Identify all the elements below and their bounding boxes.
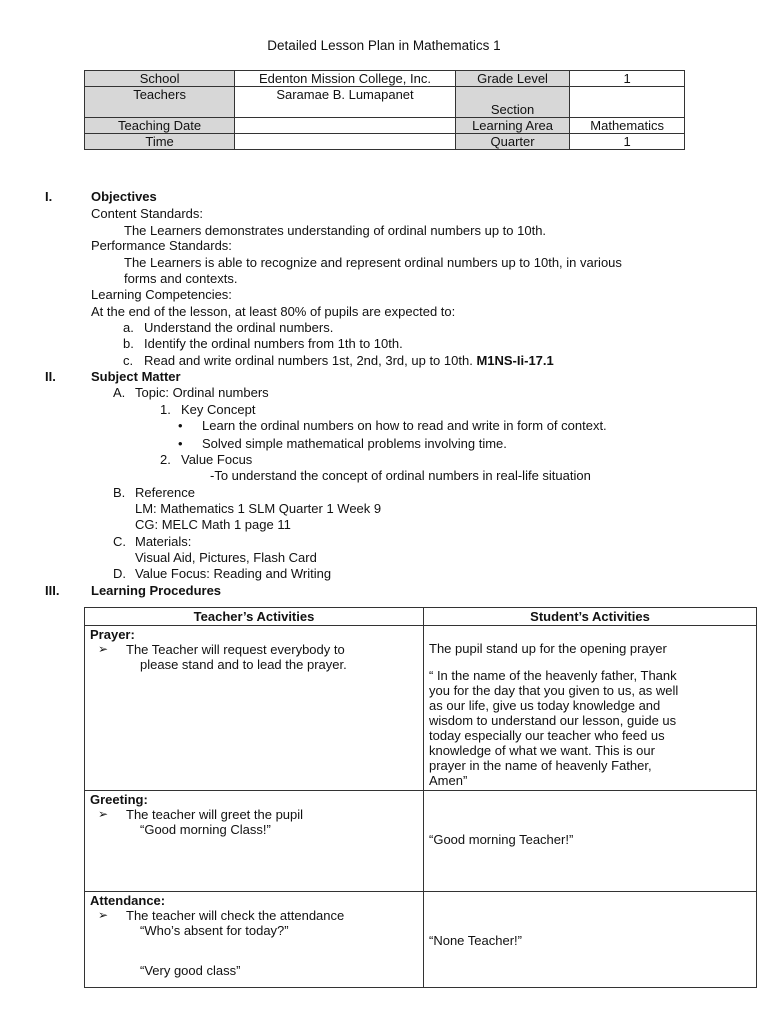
bullet-dot: •	[178, 418, 183, 433]
time-label: Time	[85, 134, 235, 150]
prayer-line: wisdom to understand our lesson, guide us	[429, 713, 677, 728]
content-standards-label: Content Standards:	[91, 206, 204, 221]
value-focus-main: Value Focus: Reading and Writing	[135, 566, 332, 581]
arrow-bullet-icon: ➢	[98, 908, 109, 922]
reference-lm: LM: Mathematics 1 SLM Quarter 1 Week 9	[135, 501, 382, 516]
attendance-student-cell	[424, 892, 757, 988]
teacher-activity-text: please stand and to lead the prayer.	[140, 657, 347, 672]
key-concept-bullet: Learn the ordinal numbers on how to read and write in form of context.	[202, 418, 607, 433]
greeting-teacher-cell	[85, 791, 424, 892]
objective-item-letter: a.	[123, 320, 134, 335]
prayer-line: “ In the name of the heavenly father, Thank	[429, 668, 677, 683]
document-title: Detailed Lesson Plan in Mathematics 1	[267, 38, 501, 53]
prayer-line: as our life, give us today knowledge and	[429, 698, 661, 713]
learning-competencies-label: Learning Competencies:	[91, 287, 232, 302]
section-value	[570, 87, 685, 118]
arrow-bullet-icon: ➢	[98, 807, 109, 821]
reference-cg: CG: MELC Math 1 page 11	[135, 517, 291, 532]
key-concept-number: 1.	[160, 402, 171, 417]
student-activity-text: “Good morning Teacher!”	[429, 832, 574, 847]
table-row	[85, 791, 757, 892]
objectives-number: I.	[45, 189, 53, 204]
key-concept-bullet: Solved simple mathematical problems involving time.	[202, 436, 507, 451]
quarter-label: Quarter	[455, 134, 569, 150]
reference-label: Reference	[135, 485, 195, 500]
teacher-activity-text: The Teacher will request everybody to	[126, 642, 345, 657]
subject-number: II.	[45, 369, 56, 384]
objective-item-letter: b.	[123, 336, 134, 351]
teacher-activity-text: The teacher will greet the pupil	[126, 807, 304, 822]
prayer-student-cell	[424, 626, 757, 791]
objective-item-letter: c.	[123, 353, 134, 368]
objective-item-text-with-code	[144, 353, 554, 369]
performance-standards-text-1: The Learners is able to recognize and represent ordinal numbers up to 10th, in various	[124, 255, 622, 270]
teacher-activity-text: “Very good class”	[140, 963, 241, 978]
table-row	[85, 626, 757, 791]
prayer-line: you for the day that you given to us, as well	[429, 683, 679, 698]
subject-heading: Subject Matter	[91, 369, 181, 384]
school-value: Edenton Mission College, Inc.	[235, 71, 456, 87]
bullet-dot: •	[178, 436, 183, 451]
student-activities-header: Student’s Activities	[424, 608, 757, 626]
grade-value: 1	[570, 71, 685, 87]
prayer-teacher-cell	[85, 626, 424, 791]
value-focus-text: Value Focus	[181, 452, 253, 467]
attendance-teacher-cell	[85, 892, 424, 988]
area-value: Mathematics	[570, 118, 685, 134]
objectives-heading: Objectives	[91, 189, 157, 204]
value-focus-letter: D.	[113, 566, 126, 581]
content-standards-text: The Learners demonstrates understanding of ordinal numbers up to 10th.	[124, 223, 547, 238]
materials-label: Materials:	[135, 534, 192, 549]
time-value	[235, 134, 456, 150]
key-concept-text: Key Concept	[181, 402, 256, 417]
materials-letter: C.	[113, 534, 126, 549]
student-activity-text: The pupil stand up for the opening prayer	[429, 641, 667, 656]
row-label: Prayer:	[90, 627, 135, 642]
date-value	[235, 118, 456, 134]
teacher-activity-text: “Who’s absent for today?”	[140, 923, 289, 938]
objective-item-text: Read and write ordinal numbers 1st, 2nd, 3rd, up to 10th.	[144, 353, 473, 368]
topic-letter: A.	[113, 385, 126, 400]
procedures-number: III.	[45, 583, 60, 598]
objective-item-text: Identify the ordinal numbers from 1th to 10th.	[144, 336, 403, 351]
area-label: Learning Area	[455, 118, 569, 134]
procedures-table	[84, 607, 757, 988]
performance-standards-text-2: forms and contexts.	[124, 271, 238, 286]
procedures-heading: Learning Procedures	[91, 583, 222, 598]
topic-text: Topic: Ordinal numbers	[135, 385, 269, 400]
reference-letter: B.	[113, 485, 126, 500]
performance-standards-label: Performance Standards:	[91, 238, 232, 253]
value-focus-detail: -To understand the concept of ordinal numbers in real-life situation	[210, 468, 591, 483]
prayer-line: prayer in the name of heavenly Father,	[429, 758, 652, 773]
school-label: School	[85, 71, 235, 87]
prayer-line: Amen”	[429, 773, 468, 788]
teacher-activity-text: “Good morning Class!”	[140, 822, 271, 837]
teacher-activities-header: Teacher’s Activities	[85, 608, 424, 626]
quarter-value: 1	[570, 134, 685, 150]
row-label: Greeting:	[90, 792, 148, 807]
info-table	[84, 70, 685, 150]
row-label: Attendance:	[90, 893, 166, 908]
teacher-activity-text: The teacher will check the attendance	[126, 908, 345, 923]
objective-item-text: Understand the ordinal numbers.	[144, 320, 334, 335]
prayer-line: today especially our teacher who feed us	[429, 728, 665, 743]
teachers-label: Teachers	[85, 87, 235, 118]
section-label: Section	[455, 87, 569, 118]
materials-list: Visual Aid, Pictures, Flash Card	[135, 550, 317, 565]
table-row	[85, 892, 757, 988]
value-focus-number: 2.	[160, 452, 171, 467]
student-activity-text: “None Teacher!”	[429, 933, 522, 948]
competency-code: M1NS-Ii-17.1	[476, 353, 554, 368]
arrow-bullet-icon: ➢	[98, 642, 109, 656]
competencies-intro: At the end of the lesson, at least 80% of pupils are expected to:	[91, 304, 456, 319]
greeting-student-cell	[424, 791, 757, 892]
prayer-line: knowledge of what we want. This is our	[429, 743, 655, 758]
teachers-value: Saramae B. Lumapanet	[235, 87, 456, 118]
date-label: Teaching Date	[85, 118, 235, 134]
grade-label: Grade Level	[455, 71, 569, 87]
